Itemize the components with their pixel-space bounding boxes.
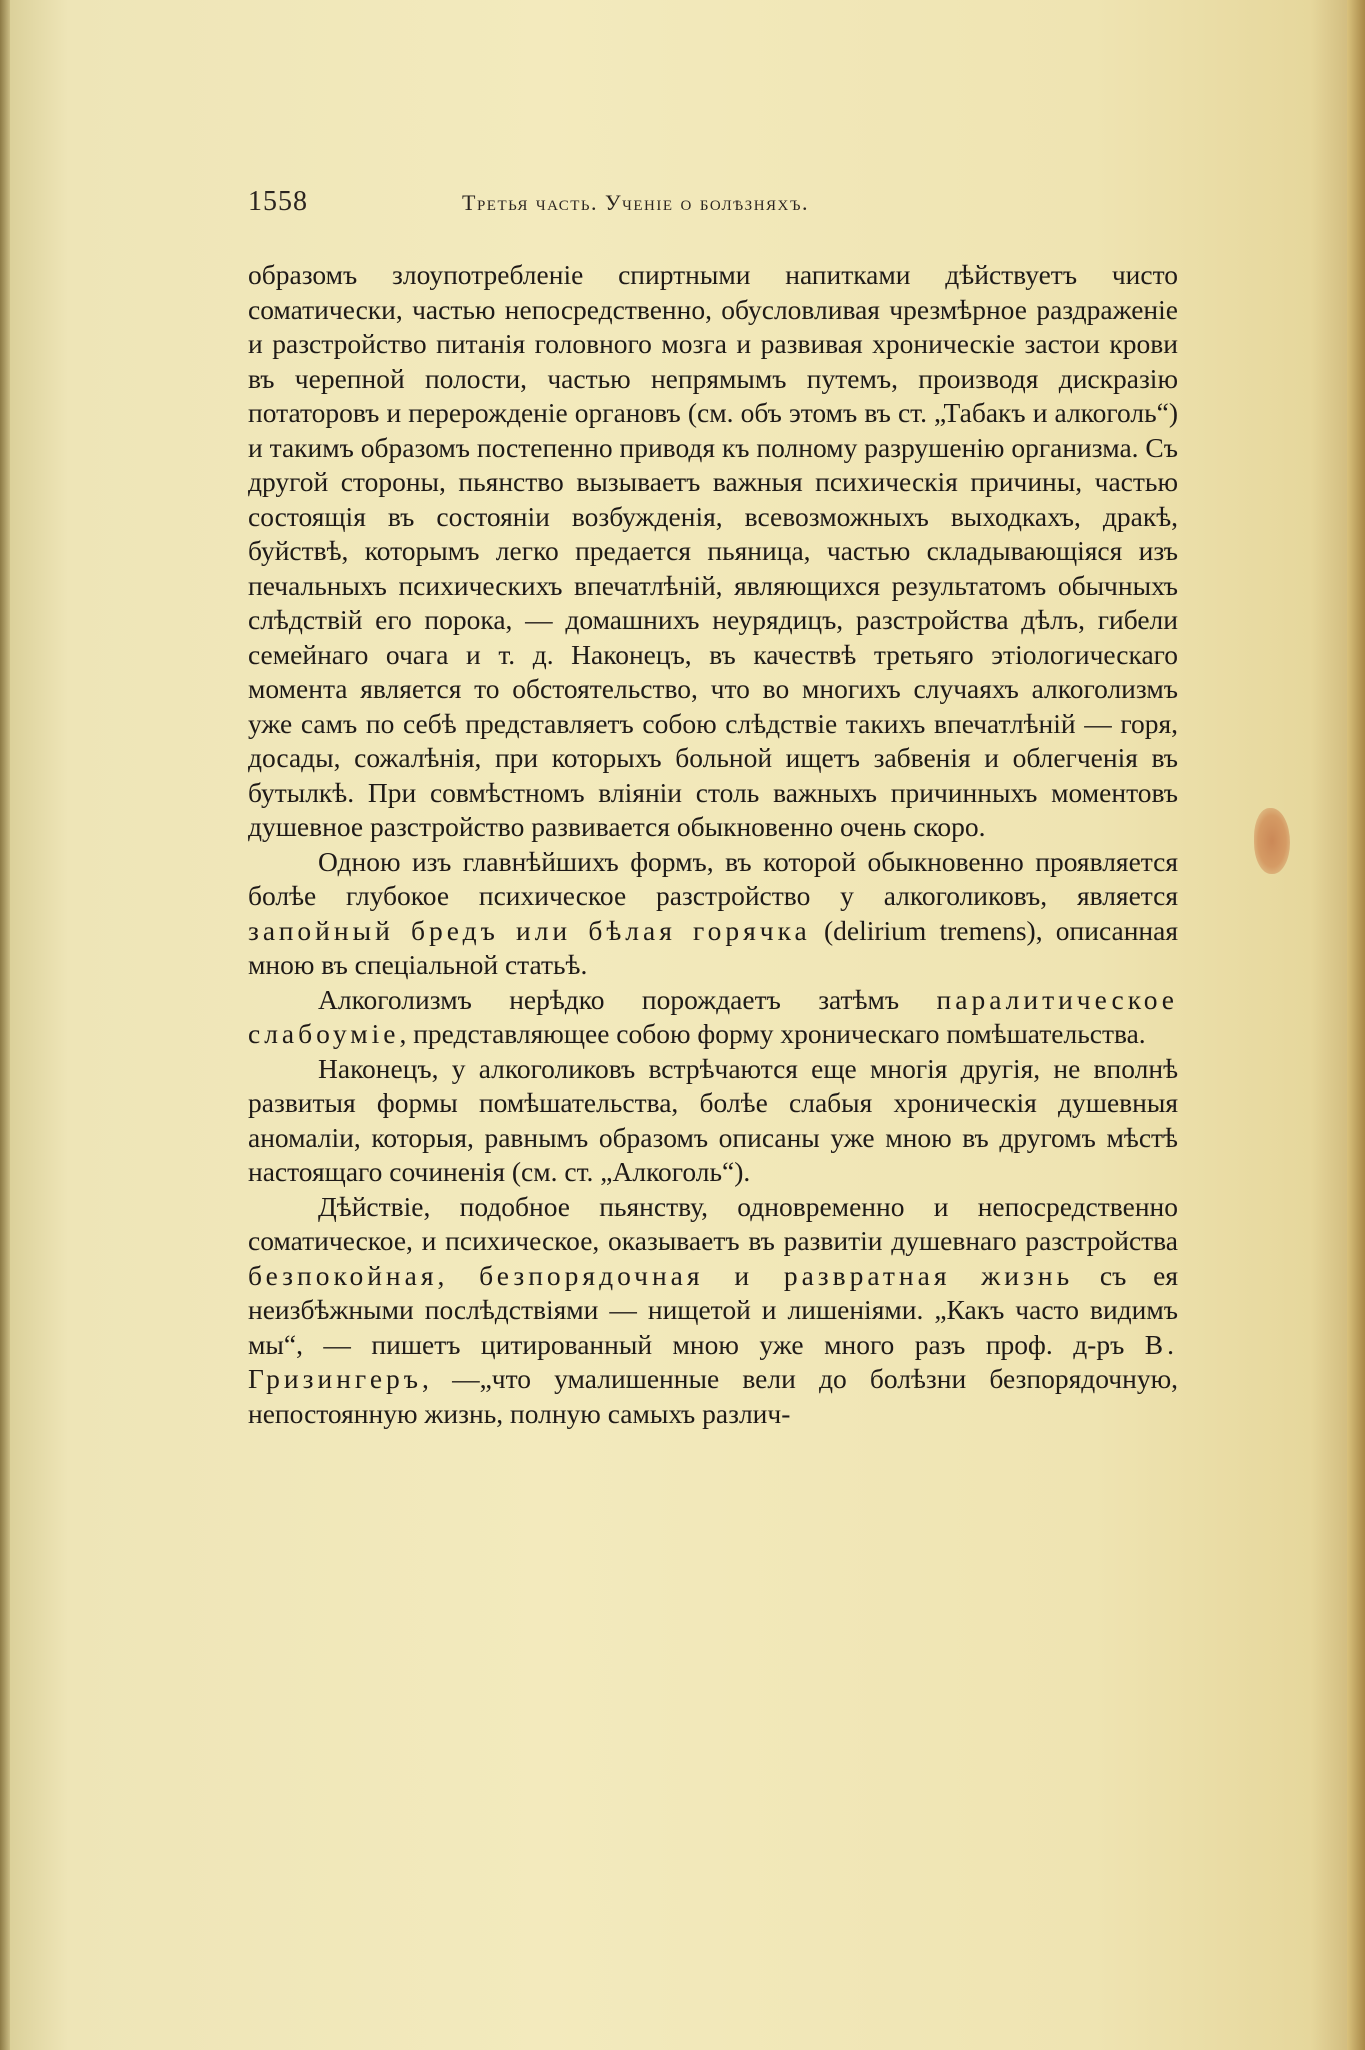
paragraph-5-author: В. Гризингеръ bbox=[248, 1328, 1178, 1394]
paragraph-3-text-a: Алкоголизмъ нерѣдко порождаетъ затѣмъ bbox=[318, 983, 937, 1015]
page-right-edge bbox=[1347, 0, 1365, 2050]
paragraph-3-text-b: , представляющее собою форму хроническаго помѣшательства. bbox=[399, 1018, 1146, 1049]
paragraph-2-text-a: Одною изъ главнѣйшихъ формъ, въ которой обыкновенно проявляется болѣе глубокое психическое разстройство у алкоголиковъ, является bbox=[248, 845, 1178, 911]
paragraph-2-text-b: (delirium tremens), описанная мною въ спеціальной статьѣ. bbox=[248, 914, 1178, 980]
paragraph-2-spaced: запойный бредъ или бѣлая горячка bbox=[248, 914, 811, 946]
paragraph-5-text-b: съ ея неизбѣжными послѣдствіями — нищетой и лишеніями. „Какъ часто видимъ мы“, — пишетъ цитированный мною уже много разъ проф. д-ръ bbox=[248, 1259, 1179, 1360]
paragraph-5-text-c: , —„что умалишенные вели до болѣзни безпорядочную, непостоянную жизнь, полную самыхъ различ- bbox=[248, 1363, 1178, 1429]
paragraph-5 bbox=[248, 1190, 1178, 1432]
paragraph-2 bbox=[248, 845, 1178, 983]
page-header bbox=[248, 186, 1168, 226]
paragraph-5-text-a: Дѣйствіе, подобное пьянству, одновременно и непосредственно соматическое, и психическое, оказываетъ въ развитіи душевнаго разстройства bbox=[248, 1190, 1178, 1256]
paper-stain bbox=[1254, 808, 1290, 874]
page-left-edge bbox=[0, 0, 10, 2050]
paragraph-3 bbox=[248, 983, 1178, 1052]
paragraph-3-spaced: паралитическое слабоуміе bbox=[248, 983, 1178, 1049]
paragraph-5-spaced: безпокойная, безпорядочная и развратная жизнь bbox=[248, 1259, 1074, 1291]
running-head: Третья часть. Ученіе о болѣзняхъ. bbox=[462, 190, 809, 215]
paragraph-4: Наконецъ, у алкоголиковъ встрѣчаются еще многія другія, не вполнѣ развитыя формы помѣшательства, болѣе слабыя хроническія душевныя аномаліи, которыя, равнымъ образомъ описаны уже мною въ другомъ мѣстѣ настоящаго сочиненія (см. ст. „Алкоголь“). bbox=[248, 1052, 1178, 1187]
paragraph-1: образомъ злоупотребленіе спиртными напитками дѣйствуетъ чисто соматически, частью непосредственно, обусловливая чрезмѣрное раздраженіе и разстройство питанія головного мозга и развивая хроническіе застои крови въ черепной полости, частью непрямымъ путемъ, производя дискразію потаторовъ и перерожденіе органовъ (см. объ этомъ въ ст. „Табакъ и алкоголь“) и такимъ образомъ постепенно приводя къ полному разрушенію организма. Съ другой стороны, пьянство вызываетъ важныя психическія причины, частью состоящія въ состояніи возбужденія, всевозможныхъ выходкахъ, дракѣ, буйствѣ, которымъ легко предается пьяница, частью складывающіяся изъ печальныхъ психическихъ впечатлѣній, являющихся результатомъ обычныхъ слѣдствій его порока, — домашнихъ неурядицъ, разстройства дѣлъ, гибели семейнаго очага и т. д. Наконецъ, въ качествѣ третьяго этіологическаго момента является то обстоятельство, что во многихъ случаяхъ алкоголизмъ уже самъ по себѣ представляетъ собою слѣдствіе такихъ впечатлѣній — горя, досады, сожалѣнія, при которыхъ больной ищетъ забвенія и облегченія въ бутылкѣ. При совмѣстномъ вліяніи столь важныхъ причинныхъ моментовъ душевное разстройство развивается обыкновенно очень скоро. bbox=[248, 259, 1178, 842]
page-number: 1558 bbox=[248, 186, 308, 217]
body-text bbox=[248, 258, 1178, 1431]
